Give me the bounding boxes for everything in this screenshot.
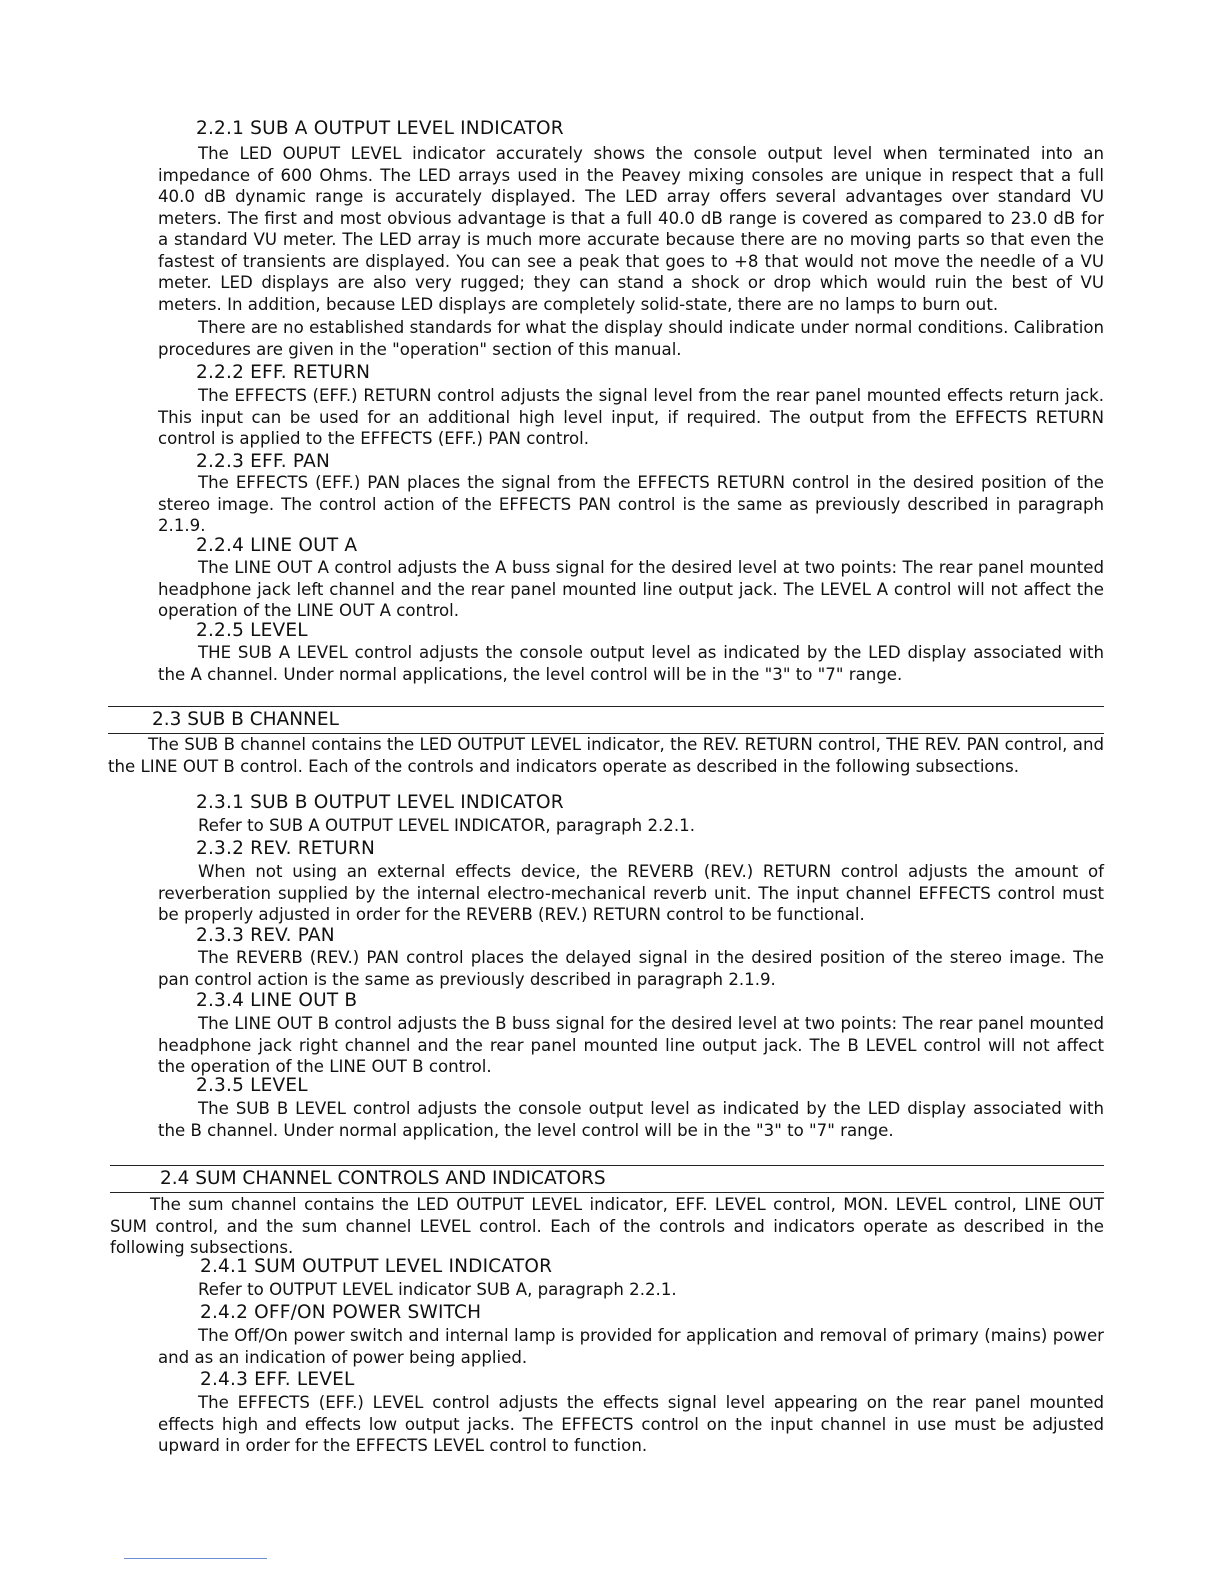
paragraph-eff-pan: The EFFECTS (EFF.) PAN places the signal from the EFFECTS RETURN control in the desired position of the stereo image. The control action of the EFFECTS PAN control is the same as previously described in paragraph 2.1.9. — [158, 473, 1104, 535]
heading-2-4-2: 2.4.2 OFF/ON POWER SWITCH — [200, 1302, 482, 1323]
paragraph-led-output-level: The LED OUPUT LEVEL indicator accurately shows the console output level when terminated into an impedance of 600 Ohms. The LED arrays used in the Peavey mixing consoles are unique in respect that a full 40.0 dB dynamic range is accurately displayed. The LED array offers several advantages over standard VU meters. The first and most obvious advantage is that a full 40.0 dB range is covered as compared to 23.0 dB for a standard VU meter. The LED array is much more accurate because there are no moving parts so that even the fastest of transients are displayed. You can see a peak that goes to +8 that would not move the needle of a VU meter. LED displays are also very rugged; they can stand a shock or drop which would ruin the best of VU meters. In addition, because LED displays are completely solid-state, there are no lamps to burn out. — [158, 144, 1104, 314]
paragraph-calibration: There are no established standards for what the display should indicate under normal conditions. Calibration procedures are given in the "operation" section of this manual. — [158, 318, 1104, 359]
paragraph-refer-sub-a: Refer to SUB A OUTPUT LEVEL INDICATOR, paragraph 2.2.1. — [198, 816, 695, 835]
paragraph-rev-return: When not using an external effects device, the REVERB (REV.) RETURN control adjusts the amount of reverberation supplied by the internal electro-mechanical reverb unit. The input channel EFFECTS control must be properly adjusted in order for the REVERB (REV.) RETURN control to be functional. — [158, 862, 1104, 924]
heading-2-2-2: 2.2.2 EFF. RETURN — [196, 362, 371, 383]
section-rule-top-2 — [110, 1165, 1104, 1166]
paragraph-sub-b-level: The SUB B LEVEL control adjusts the console output level as indicated by the LED display associated with the B channel. Under normal application, the level control will be in the "3" to "7" range. — [158, 1099, 1104, 1140]
paragraph-line-out-b: The LINE OUT B control adjusts the B buss signal for the desired level at two points: The rear panel mounted headphone jack right channel and the rear panel mounted line output jack. The B LEVEL control will not affect the operation of the LINE OUT B control. — [158, 1014, 1104, 1076]
heading-2-3-5: 2.3.5 LEVEL — [196, 1075, 308, 1096]
paragraph-sub-a-level: THE SUB A LEVEL control adjusts the console output level as indicated by the LED display associated with the A channel. Under normal applications, the level control will be in the "3" to "7" range. — [158, 643, 1104, 684]
paragraph-power-switch: The Off/On power switch and internal lamp is provided for application and removal of primary (mains) power and as an indication of power being applied. — [158, 1326, 1104, 1367]
heading-2-3-1: 2.3.1 SUB B OUTPUT LEVEL INDICATOR — [196, 792, 564, 813]
paragraph-refer-output-level: Refer to OUTPUT LEVEL indicator SUB A, paragraph 2.2.1. — [198, 1280, 677, 1299]
heading-2-2-5: 2.2.5 LEVEL — [196, 620, 308, 641]
section-rule-top — [108, 706, 1104, 707]
heading-2-2-3: 2.2.3 EFF. PAN — [196, 451, 330, 472]
paragraph-eff-return: The EFFECTS (EFF.) RETURN control adjusts the signal level from the rear panel mounted effects return jack. This input can be used for an additional high level input, if required. The output from the EFFECTS RETURN control is applied to the EFFECTS (EFF.) PAN control. — [158, 386, 1104, 448]
paragraph-line-out-a: The LINE OUT A control adjusts the A buss signal for the desired level at two points: The rear panel mounted headphone jack left channel and the rear panel mounted line output jack. The LEVEL A control will not affect the operation of the LINE OUT A control. — [158, 558, 1104, 620]
paragraph-eff-level: The EFFECTS (EFF.) LEVEL control adjusts the effects signal level appearing on the rear panel mounted effects high and effects low output jacks. The EFFECTS control on the input channel in use must be adjusted upward in order for the EFFECTS LEVEL control to function. — [158, 1393, 1104, 1455]
heading-2-3: 2.3 SUB B CHANNEL — [152, 709, 339, 730]
heading-2-3-4: 2.3.4 LINE OUT B — [196, 990, 358, 1011]
heading-2-4-1: 2.4.1 SUM OUTPUT LEVEL INDICATOR — [200, 1256, 553, 1277]
heading-2-2-1: 2.2.1 SUB A OUTPUT LEVEL INDICATOR — [196, 118, 564, 139]
footnote-rule — [124, 1558, 267, 1559]
heading-2-4: 2.4 SUM CHANNEL CONTROLS AND INDICATORS — [160, 1168, 606, 1189]
heading-2-2-4: 2.2.4 LINE OUT A — [196, 535, 358, 556]
heading-2-3-3: 2.3.3 REV. PAN — [196, 925, 335, 946]
section-rule-bottom-2 — [110, 1192, 1104, 1193]
heading-2-4-3: 2.4.3 EFF. LEVEL — [200, 1369, 355, 1390]
paragraph-sum-channel: The sum channel contains the LED OUTPUT LEVEL indicator, EFF. LEVEL control, MON. LEVEL control, LINE OUT SUM control, and the sum channel LEVEL control. Each of the controls and indicators operate as described in the following subsections. — [110, 1195, 1104, 1257]
heading-2-3-2: 2.3.2 REV. RETURN — [196, 838, 376, 859]
paragraph-rev-pan: The REVERB (REV.) PAN control places the delayed signal in the desired position of the stereo image. The pan control action is the same as previously described in paragraph 2.1.9. — [158, 948, 1104, 989]
paragraph-sub-b-channel: The SUB B channel contains the LED OUTPUT LEVEL indicator, the REV. RETURN control, THE REV. PAN control, and the LINE OUT B control. Each of the controls and indicators operate as described in the following subsections. — [108, 735, 1104, 776]
